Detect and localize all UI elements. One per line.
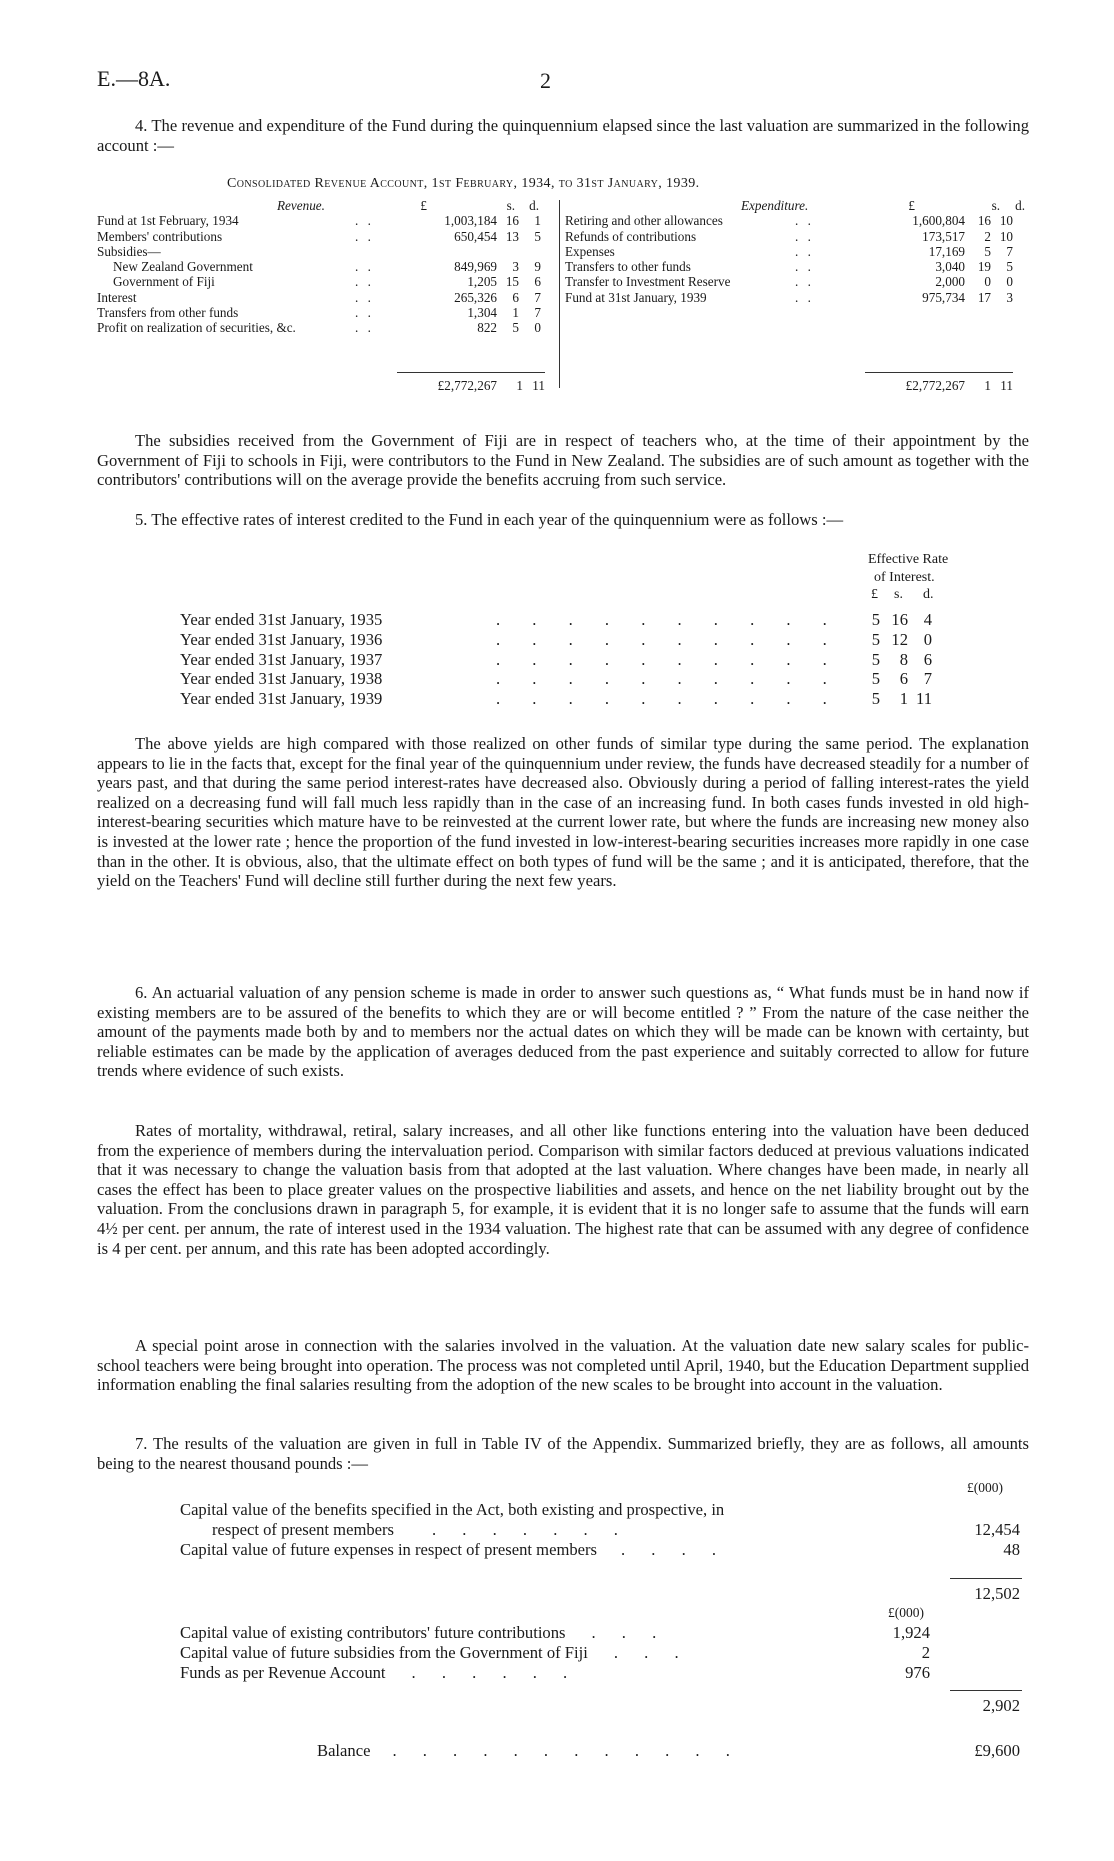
assets-total: 2,902 (982, 1696, 1020, 1715)
pounds-header: £ (420, 198, 427, 213)
asset-label: Capital value of future subsidies from the Government of Fiji (180, 1643, 588, 1662)
rate-pence: 0 (923, 629, 932, 649)
rate-pounds: 5 (871, 610, 880, 629)
revenue-row (97, 290, 555, 305)
expenditure-shillings: 5 (984, 243, 991, 259)
expenditure-label: Retiring and other allowances (565, 213, 723, 229)
expenditure-column (565, 198, 1035, 305)
expenditure-row (565, 244, 1035, 259)
account-title: Consolidated Revenue Account, 1st February, 1934, to 31st January, 1939. (227, 176, 700, 191)
rate-row (180, 650, 1030, 670)
leader-dots: . . (355, 213, 374, 229)
leader-dots: . . (355, 274, 374, 290)
rate-label: Year ended 31st January, 1938 (180, 669, 383, 689)
leader-dots: . . . (591, 1623, 668, 1642)
rate-label: Year ended 31st January, 1936 (180, 629, 383, 649)
revenue-shillings: 5 (512, 320, 519, 336)
liability-benefits-line1: Capital value of the benefits specified in the Act, both existing and prospective, in (180, 1500, 725, 1519)
expenditure-shillings: 17 (977, 289, 991, 305)
revenue-shillings: 15 (505, 274, 519, 290)
revenue-label: Fund at 1st February, 1934 (97, 213, 239, 229)
expenditure-pence: 0 (1006, 274, 1013, 290)
pence-header: d. (1015, 198, 1025, 213)
paragraph-rates: Rates of mortality, withdrawal, retiral, salary increases, and all other like functions entering into the valuation have been deduced from the experience of members during the intervaluation period. Comparison with similar factors deduced at previous valuations indicated that it was necessary to change the valuation basis from that adopted at the last valuation. Where changes have been made, in nearly all cases the effect has been to place greater values on the prospective liabilities and assets, and hence on the net liability brought out by the valuation. From the conclusions drawn in paragraph 5, for example, it is evident that it is no longer safe to assume that the funds will earn 4½ per cent. per annum, the rate of interest used in the 1934 valuation. The highest rate that can be assumed with any degree of confidence is 4 per cent. per annum, and this rate has been adopted accordingly. (97, 1121, 1029, 1258)
revenue-pounds: 822 (477, 320, 497, 336)
asset-value: 2 (921, 1643, 930, 1662)
paragraph-yields: The above yields are high compared with those realized on other funds of similar type during the same period. The explanation appears to lie in the facts that, except for the final year of the quinquennium under review, the funds have decreased steadily for a number of years past, and that during the same period interest-rates have decreased also. Obviously during a period of falling interest-rates the yield realized on a decreasing fund will fall much less rapidly than in the case of an increasing fund. In both cases funds invested in old high-interest-bearing securities which mature have to be reinvested at the current lower rate, but where the funds are increasing new money also is invested at the lower rate ; hence the proportion of the fund invested in low-interest-bearing securities increases more rapidly in one case than in the other. It is obvious, also, that the ultimate effect on both types of fund will be the same ; and it is anticipated, therefore, that the yield on the Teachers' Fund will decline still further during the next few years. (97, 734, 1029, 891)
revenue-label: Subsidies— (97, 243, 161, 259)
balance-label: Balance (317, 1741, 371, 1760)
rate-pence: 11 (916, 689, 932, 709)
revenue-pounds: 1,304 (467, 305, 497, 321)
expenditure-pounds: 1,600,804 (912, 213, 965, 229)
asset-row (180, 1623, 667, 1643)
expenditure-heading: Expenditure. (741, 198, 809, 213)
balance-value: £9,600 (974, 1741, 1020, 1760)
leader-dots: . . . (613, 1643, 690, 1662)
leader-dots: . . (795, 259, 814, 275)
expenditure-row (565, 274, 1035, 289)
leader-dots: . . (795, 243, 814, 259)
shillings-header: s. (991, 198, 1000, 213)
rate-shillings: 6 (899, 669, 908, 689)
revenue-pounds: 849,969 (454, 259, 497, 275)
expenditure-label: Expenses (565, 243, 615, 259)
revenue-shillings: 3 (512, 259, 519, 275)
leader-dots: . . . . . . . . . . (496, 649, 829, 669)
rate-pounds: 5 (871, 669, 880, 689)
revenue-label: New Zealand Government (113, 259, 253, 275)
revenue-pence: 0 (534, 320, 541, 336)
leader-dots: . . . . . . . . . . (496, 689, 829, 709)
rates-heading-2: of Interest. (874, 570, 935, 585)
rate-pounds: 5 (871, 649, 880, 669)
leader-dots: . . . . . . . . . . (496, 669, 829, 689)
expenditure-row (565, 290, 1035, 305)
expenditure-pence: 10 (999, 213, 1013, 229)
rate-label: Year ended 31st January, 1935 (180, 610, 383, 629)
balance-row: Balance . . . . . . . . . . . . (317, 1741, 741, 1760)
revenue-pounds: 1,003,184 (444, 213, 497, 229)
rate-shillings: 12 (891, 629, 908, 649)
revenue-row (97, 274, 555, 289)
pence-header: d. (529, 198, 539, 213)
liability-expenses-value: 48 (1003, 1540, 1020, 1559)
page-number: 2 (540, 68, 551, 93)
revenue-label: Profit on realization of securities, &c. (97, 320, 296, 336)
revenue-row (97, 305, 555, 320)
revenue-row (97, 320, 555, 335)
revenue-pence: 7 (534, 305, 541, 321)
revenue-label: Transfers from other funds (97, 305, 239, 321)
rate-pence: 4 (923, 610, 932, 629)
expenditure-pence: 5 (1006, 259, 1013, 275)
revenue-label: Government of Fiji (113, 274, 215, 290)
revenue-column (97, 198, 555, 336)
paragraph-5: 5. The effective rates of interest credited to the Fund in each year of the quinquennium were as follows :— (135, 510, 844, 529)
leader-dots: . . . . . . . . . . (496, 610, 829, 629)
rate-pounds: 5 (871, 629, 880, 649)
leader-dots: . . (355, 228, 374, 244)
paragraph-4 (97, 116, 1029, 155)
rates-table (180, 610, 1030, 709)
column-divider (559, 200, 560, 388)
expenditure-pence: 10 (999, 228, 1013, 244)
liability-benefits-line2: respect of present members . . . . . . . (212, 1520, 629, 1539)
leader-dots: . . (795, 289, 814, 305)
asset-value: 1,924 (892, 1623, 930, 1642)
leader-dots: . . (355, 289, 374, 305)
revenue-pence: 1 (534, 213, 541, 229)
leader-dots: . . (355, 320, 374, 336)
liability-total-rule (950, 1578, 1022, 1579)
asset-value: 976 (905, 1663, 930, 1682)
rates-heading-1: Effective Rate (868, 552, 949, 567)
total-rule (865, 372, 1013, 373)
assets-unit-header: £(000) (888, 1605, 924, 1620)
revenue-row (97, 259, 555, 274)
expenditure-pounds: 2,000 (935, 274, 965, 290)
expenditure-label: Transfers to other funds (565, 259, 691, 275)
expenditure-pounds: 173,517 (922, 228, 965, 244)
leader-dots: . . . . . . (411, 1663, 579, 1682)
revenue-pence: 7 (534, 289, 541, 305)
rate-pence: 6 (923, 649, 932, 669)
expenditure-pence: 7 (1006, 243, 1013, 259)
expenditure-pence: 3 (1006, 289, 1013, 305)
rate-row (180, 630, 1030, 650)
pounds-header: £ (908, 198, 915, 213)
expenditure-label: Transfer to Investment Reserve (565, 274, 731, 290)
revenue-shillings: 13 (505, 228, 519, 244)
revenue-shillings: 1 (512, 305, 519, 321)
liability-total: 12,502 (974, 1584, 1020, 1603)
rate-pence: 7 (923, 669, 932, 689)
asset-label: Funds as per Revenue Account (180, 1663, 386, 1682)
expenditure-row (565, 213, 1035, 228)
expenditure-row (565, 259, 1035, 274)
paragraph-special: A special point arose in connection with the salaries involved in the valuation. At the valuation date new salary scales for public-school teachers were being brought into operation. The process was not completed until April, 1940, but the Education Department supplied information enabling the final salaries resulting from the adoption of the new scales to be brought into account in the valuation. (97, 1336, 1029, 1395)
revenue-shillings: 6 (512, 289, 519, 305)
rate-shillings: 8 (899, 649, 908, 669)
paragraph-4-text: 4. The revenue and expenditure of the Fund during the quinquennium elapsed since the last valuation are summarized in the following account :— (97, 116, 1029, 155)
summary-unit-header: £(000) (967, 1480, 1003, 1495)
expenditure-shillings: 0 (984, 274, 991, 290)
liability-benefits-value: 12,454 (974, 1520, 1020, 1539)
expenditure-shillings: 16 (977, 213, 991, 229)
revenue-pounds: 265,326 (454, 289, 497, 305)
shillings-header: s. (506, 198, 515, 213)
assets-total-rule (950, 1690, 1022, 1691)
revenue-row (97, 244, 555, 259)
expenditure-label: Refunds of contributions (565, 228, 697, 244)
rate-shillings: 16 (891, 610, 908, 629)
asset-row (180, 1643, 690, 1663)
expenditure-shillings: 2 (984, 228, 991, 244)
revenue-row (97, 213, 555, 228)
expenditure-pounds: 975,734 (922, 289, 965, 305)
leader-dots: . . (795, 213, 814, 229)
rate-pounds: 5 (871, 689, 880, 709)
rate-label: Year ended 31st January, 1939 (180, 689, 383, 709)
paragraph-7: 7. The results of the valuation are given in full in Table IV of the Appendix. Summarized briefly, they are as follows, all amounts being to the nearest thousand pounds :— (97, 1434, 1029, 1473)
leader-dots: . . (795, 274, 814, 290)
rate-row (180, 610, 1030, 630)
leader-dots: . . (355, 305, 374, 321)
revenue-label: Members' contributions (97, 228, 223, 244)
leader-dots: . . . . . . . . . . (496, 629, 829, 649)
paragraph-6: 6. An actuarial valuation of any pension scheme is made in order to answer such questions as, “ What funds must be in hand now if existing members are to be assured of the benefits to which they are or will become entitled ? ” From the nature of the case neither the amount of the payments made both by and to members nor the actual dates on which they will be made can be known with certainty, but reliable estimates can be made by the application of averages deduced from the past experience and suitably corrected to allow for future trends where evidence of such exists. (97, 983, 1029, 1081)
total-rule (397, 372, 545, 373)
rate-row (180, 669, 1030, 689)
asset-row (180, 1663, 578, 1683)
revenue-pence: 6 (534, 274, 541, 290)
expenditure-row (565, 229, 1035, 244)
rate-label: Year ended 31st January, 1937 (180, 649, 383, 669)
revenue-pounds: 1,205 (467, 274, 497, 290)
revenue-heading: Revenue. (277, 198, 325, 213)
revenue-pence: 9 (534, 259, 541, 275)
leader-dots: . . (355, 259, 374, 275)
revenue-pounds: 650,454 (454, 228, 497, 244)
expenditure-pounds: 3,040 (935, 259, 965, 275)
liability-expenses: Capital value of future expenses in respect of present members . . . . (180, 1540, 728, 1559)
revenue-row (97, 229, 555, 244)
document-reference: E.—8A. (97, 66, 171, 91)
asset-label: Capital value of existing contributors' future contributions (180, 1623, 566, 1642)
leader-dots: . . (795, 228, 814, 244)
expenditure-label: Fund at 31st January, 1939 (565, 289, 707, 305)
paragraph-subsidies: The subsidies received from the Government of Fiji are in respect of teachers who, at the time of their appointment by the Government of Fiji to schools in Fiji, were contributors to the Fund in New Zealand. The subsidies are of such amount as together with the contributors' contributions will on the average provide the benefits accruing from such service. (97, 431, 1029, 490)
revenue-pence: 5 (534, 228, 541, 244)
expenditure-shillings: 19 (977, 259, 991, 275)
revenue-shillings: 16 (505, 213, 519, 229)
rate-shillings: 1 (899, 689, 908, 709)
expenditure-pounds: 17,169 (928, 243, 965, 259)
rate-row (180, 689, 1030, 709)
revenue-label: Interest (97, 289, 137, 305)
